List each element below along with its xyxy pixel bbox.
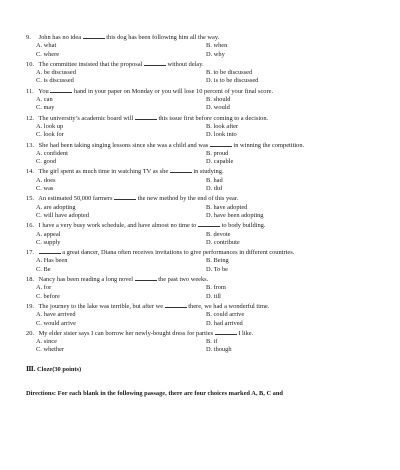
section-title: Ⅲ. Cloze(30 points) <box>26 365 82 373</box>
option-grid <box>26 311 374 328</box>
question-text: The committee insisted that the proposal without delay. <box>38 60 204 68</box>
answer-blank <box>210 140 232 147</box>
question-number: 11. <box>26 87 34 95</box>
question-number: 13. <box>26 141 34 149</box>
answer-option: D. had arrived <box>206 319 243 327</box>
option-grid <box>26 231 374 248</box>
question-number: 9. <box>26 34 31 41</box>
answer-blank <box>135 113 157 120</box>
question-number: 15. <box>26 195 34 203</box>
answer-option: D. contribute <box>206 238 240 246</box>
question-number: 14. <box>26 168 34 176</box>
question-text: An estimated 50,000 farmers the new method by the end of this year. <box>38 195 239 203</box>
question-stem <box>26 59 374 69</box>
answer-blank <box>114 193 136 200</box>
question-text: You hand in your paper on Monday or you will lose 10 percent of your final score. <box>38 87 274 95</box>
question-item <box>26 274 374 301</box>
option-grid <box>26 69 374 86</box>
answer-option: A. appeal <box>36 230 61 238</box>
question-stem <box>26 220 374 230</box>
answer-option: B. when <box>206 42 228 50</box>
answer-option: A. Has been <box>36 257 68 265</box>
answer-blank <box>170 166 192 173</box>
option-grid <box>26 96 374 113</box>
answer-option: B. should <box>206 96 231 104</box>
directions-text: Directions: For each blank in the following passage, there are four choices marked A, B, C and <box>26 389 283 397</box>
question-text: She had been taking singing lessons since she was a child and was in winning the competition. <box>38 141 305 149</box>
option-grid <box>26 150 374 167</box>
answer-option: B. have adopted <box>206 203 248 211</box>
question-text: Nancy has been reading a long novel the past two weeks. <box>38 276 209 284</box>
question-text: My elder sister says I can borrow her newly-bought dress for parties I like. <box>38 329 254 337</box>
answer-option: C. may <box>36 104 55 112</box>
answer-blank <box>215 328 237 335</box>
question-stem <box>26 32 374 42</box>
answer-option: C. where <box>36 50 60 58</box>
answer-option: A. for <box>36 284 52 292</box>
question-number: 16. <box>26 222 34 230</box>
answer-option: C. would arrive <box>36 319 76 327</box>
answer-option: C. is discussed <box>36 77 74 85</box>
answer-option: D. is to be discussed <box>206 77 259 85</box>
answer-option: C. before <box>36 292 60 300</box>
answer-option: B. could arrive <box>206 311 245 319</box>
question-stem <box>26 247 374 257</box>
answer-blank <box>39 247 61 254</box>
answer-option: D. would <box>206 104 230 112</box>
answer-option: A. look up <box>36 122 64 130</box>
answer-option: D. capable <box>206 158 234 166</box>
answer-option: D. have been adopting <box>206 211 264 219</box>
answer-option: C. look for <box>36 131 64 139</box>
answer-option: B. devote <box>206 230 231 238</box>
answer-blank <box>165 301 187 308</box>
answer-option: C. whether <box>36 346 65 354</box>
question-item <box>26 301 374 328</box>
answer-option: B. look after <box>206 122 239 130</box>
question-item <box>26 113 374 140</box>
option-grid <box>26 257 374 274</box>
question-stem <box>26 140 374 150</box>
question-text: I have a very busy work schedule, and have almost no time to to body building. <box>38 222 266 230</box>
question-number: 17. <box>26 249 34 257</box>
answer-blank <box>50 86 72 93</box>
answer-option: A. are adopting <box>36 203 76 211</box>
question-stem <box>26 86 374 96</box>
question-number: 19. <box>26 302 34 310</box>
answer-option: B. Being <box>206 257 229 265</box>
answer-option: A. have arrived <box>36 311 76 319</box>
question-item <box>26 220 374 247</box>
question-stem <box>26 166 374 176</box>
answer-option: D. To be <box>206 265 228 273</box>
question-item <box>26 193 374 220</box>
answer-option: A. confident <box>36 149 68 157</box>
question-number: 12. <box>26 114 34 122</box>
question-item <box>26 140 374 167</box>
answer-blank <box>144 59 166 66</box>
question-number: 10. <box>26 60 34 68</box>
question-item <box>26 32 374 59</box>
answer-option: B. proud <box>206 149 229 157</box>
question-item <box>26 59 374 86</box>
question-text: The girl spent as much time in watching TV as she in studying. <box>38 168 224 176</box>
answer-option: A. be discussed <box>36 69 76 77</box>
answer-option: B. if <box>206 338 218 346</box>
option-grid <box>26 338 374 355</box>
question-stem <box>26 301 374 311</box>
option-grid <box>26 123 374 140</box>
answer-option: B. from <box>206 284 226 292</box>
question-item <box>26 328 374 355</box>
question-item <box>26 247 374 274</box>
question-stem <box>26 193 374 203</box>
option-grid <box>26 204 374 221</box>
answer-option: D. why <box>206 50 225 58</box>
answer-option: D. look into <box>206 131 237 139</box>
question-stem <box>26 328 374 338</box>
answer-option: A. does <box>36 176 56 184</box>
question-text: The journey to the lake was terrible, but after we there, we had a wonderful time. <box>38 302 270 310</box>
question-text: John has no idea this dog has been following him all the way. <box>38 34 220 41</box>
answer-option: C. will have adopted <box>36 211 89 219</box>
answer-blank <box>83 32 105 39</box>
answer-option: C. supply <box>36 238 61 246</box>
answer-option: A. since <box>36 338 57 346</box>
option-grid <box>26 177 374 194</box>
answer-option: C. good <box>36 158 57 166</box>
answer-blank <box>198 220 220 227</box>
question-item <box>26 86 374 113</box>
question-stem <box>26 274 374 284</box>
option-grid <box>26 42 374 59</box>
answer-option: B. had <box>206 176 223 184</box>
answer-option: A. can <box>36 96 53 104</box>
question-text: a great dancer, Diana often receives invitations to give performances in different countries. <box>39 249 295 256</box>
answer-option: B. to be discussed <box>206 69 253 77</box>
question-item <box>26 166 374 193</box>
question-stem <box>26 113 374 123</box>
question-list <box>26 32 374 355</box>
answer-option: A. what <box>36 42 57 50</box>
answer-option: D. did <box>206 185 222 193</box>
answer-option: D. though <box>206 346 232 354</box>
answer-option: D. till <box>206 292 221 300</box>
option-grid <box>26 284 374 301</box>
question-number: 18. <box>26 276 34 284</box>
answer-blank <box>135 274 157 281</box>
question-text: The university’s academic board will this issue first before coming to a decision. <box>38 114 269 122</box>
answer-option: C. was <box>36 185 54 193</box>
answer-option: C. Be <box>36 265 51 273</box>
question-number: 20. <box>26 329 34 337</box>
